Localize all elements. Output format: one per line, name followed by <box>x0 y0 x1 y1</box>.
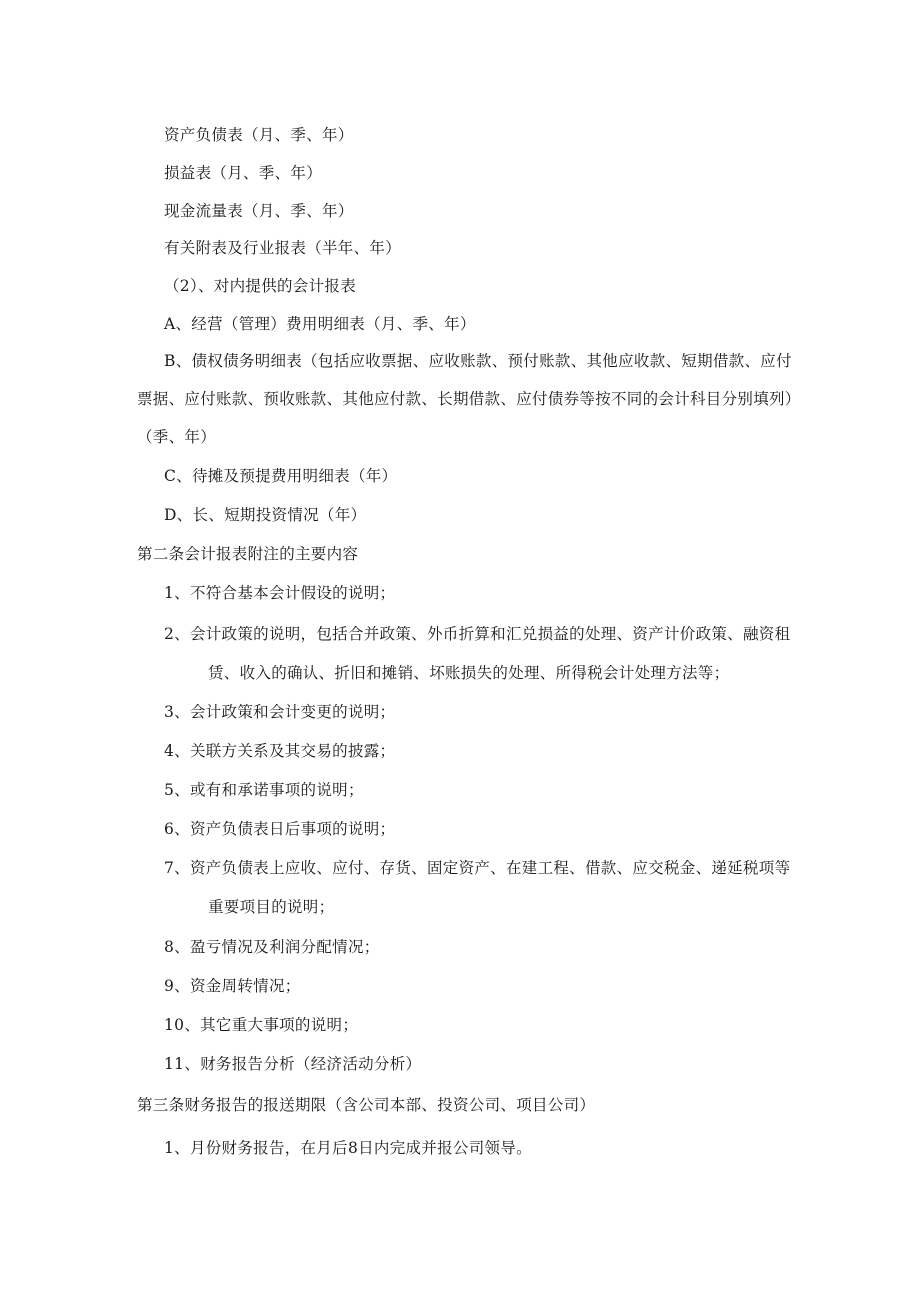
notes-item-2-line-1: 2、会计政策的说明，包括合并政策、外币折算和汇兑损益的处理、资产计价政策、融资租 <box>164 625 791 643</box>
notes-item-4: 4、关联方关系及其交易的披露； <box>164 742 396 760</box>
notes-item-3: 3、会计政策和会计变更的说明； <box>164 703 396 721</box>
notes-item-7-line-1: 7、资产负债表上应收、应付、存货、固定资产、在建工程、借款、应交税金、递延税项等 <box>164 859 791 877</box>
notes-item-1: 1、不符合基本会计假设的说明； <box>164 584 396 602</box>
report-item-schedules: 有关附表及行业报表（半年、年） <box>164 239 402 257</box>
internal-report-b-line-3: （季、年） <box>137 428 217 446</box>
notes-item-8: 8、盈亏情况及利润分配情况； <box>164 938 380 956</box>
report-item-income-statement: 损益表（月、季、年） <box>164 164 323 182</box>
article-heading-notes: 第二条会计报表附注的主要内容 <box>137 545 359 563</box>
notes-item-5: 5、或有和承诺事项的说明； <box>164 781 364 799</box>
notes-item-10: 10、其它重大事项的说明； <box>164 1016 359 1034</box>
internal-report-c: C、待摊及预提费用明细表（年） <box>164 467 398 485</box>
article-heading-deadlines: 第三条财务报告的报送期限（含公司本部、投资公司、项目公司） <box>137 1096 596 1114</box>
internal-report-b-line-2: 票据、应付账款、预收账款、其他应付款、长期借款、应付债券等按不同的会计科目分别填列） <box>137 390 801 408</box>
internal-report-b-line-1: B、债权债务明细表（包括应收票据、应收账款、预付账款、其他应收款、短期借款、应付 <box>164 352 792 370</box>
report-item-cash-flow: 现金流量表（月、季、年） <box>164 202 354 220</box>
notes-item-7-line-2: 重要项目的说明； <box>208 898 335 916</box>
internal-report-a: A、经营（管理）费用明细表（月、季、年） <box>164 315 476 333</box>
report-item-balance-sheet: 资产负债表（月、季、年） <box>164 126 354 144</box>
notes-item-9: 9、资金周转情况； <box>164 977 301 995</box>
notes-item-11: 11、财务报告分析（经济活动分析） <box>164 1055 422 1073</box>
deadline-item-1: 1、月份财务报告，在月后8日内完成并报公司领导。 <box>164 1139 532 1157</box>
notes-item-6: 6、资产负债表日后事项的说明； <box>164 820 396 838</box>
internal-report-d: D、长、短期投资情况（年） <box>164 506 367 524</box>
notes-item-2-line-2: 赁、收入的确认、折旧和摊销、坏账损失的处理、所得税会计处理方法等； <box>208 664 730 682</box>
section-heading-internal-reports: （2）、对内提供的会计报表 <box>164 277 357 295</box>
